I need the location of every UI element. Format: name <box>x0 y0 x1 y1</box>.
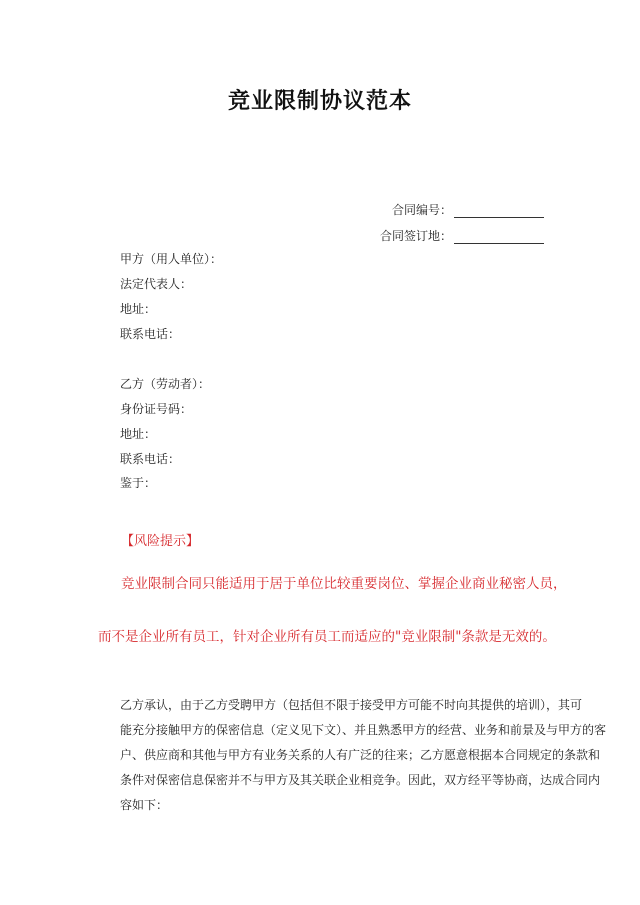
whereas-label: 鉴于： <box>120 476 157 490</box>
body-line: 条件对保密信息保密并不与甲方及其关联企业相竞争。因此，双方经平等协商，达成合同内 <box>120 773 601 787</box>
body-line: 容如下： <box>120 798 169 812</box>
risk-warning-line-1: 竞业限制合同只能适用于居于单位比较重要岗位、掌握企业商业秘密人员， <box>121 576 567 592</box>
risk-warning-title: 【风险提示】 <box>121 534 200 549</box>
contract-number-label: 合同编号： <box>391 203 452 217</box>
document-title: 竞业限制协议范本 <box>227 88 412 114</box>
contract-number-row <box>392 201 544 218</box>
party-b-id-number: 身份证号码： <box>120 402 193 416</box>
agreement-body-paragraph <box>120 693 607 818</box>
body-line: 户、供应商和其他与甲方有业务关系的人有广泛的往来；乙方愿意根据本合同规定的条款和 <box>120 748 601 762</box>
contract-number-blank <box>454 205 544 218</box>
contract-place-row <box>380 227 544 244</box>
risk-warning-line-2: 而不是企业所有员工，针对企业所有员工而适应的"竞业限制"条款是无效的。 <box>98 629 556 645</box>
party-a-heading: 甲方（用人单位）： <box>120 252 223 266</box>
party-b-phone: 联系电话： <box>120 452 181 466</box>
party-a-legal-rep: 法定代表人： <box>120 277 193 291</box>
party-a-address: 地址： <box>120 302 157 316</box>
party-b-address: 地址： <box>120 427 157 441</box>
body-line: 能充分接触甲方的保密信息（定义见下文）、并且熟悉甲方的经营、业务和前景及与甲方的客 <box>120 723 607 737</box>
body-line: 乙方承认，由于乙方受聘甲方（包括但不限于接受甲方可能不时向其提供的培训），其可 <box>120 698 583 712</box>
contract-place-blank <box>454 231 544 244</box>
party-a-phone: 联系电话： <box>120 327 181 341</box>
party-b-heading: 乙方（劳动者）： <box>120 377 211 391</box>
contract-place-label: 合同签订地： <box>379 229 452 243</box>
